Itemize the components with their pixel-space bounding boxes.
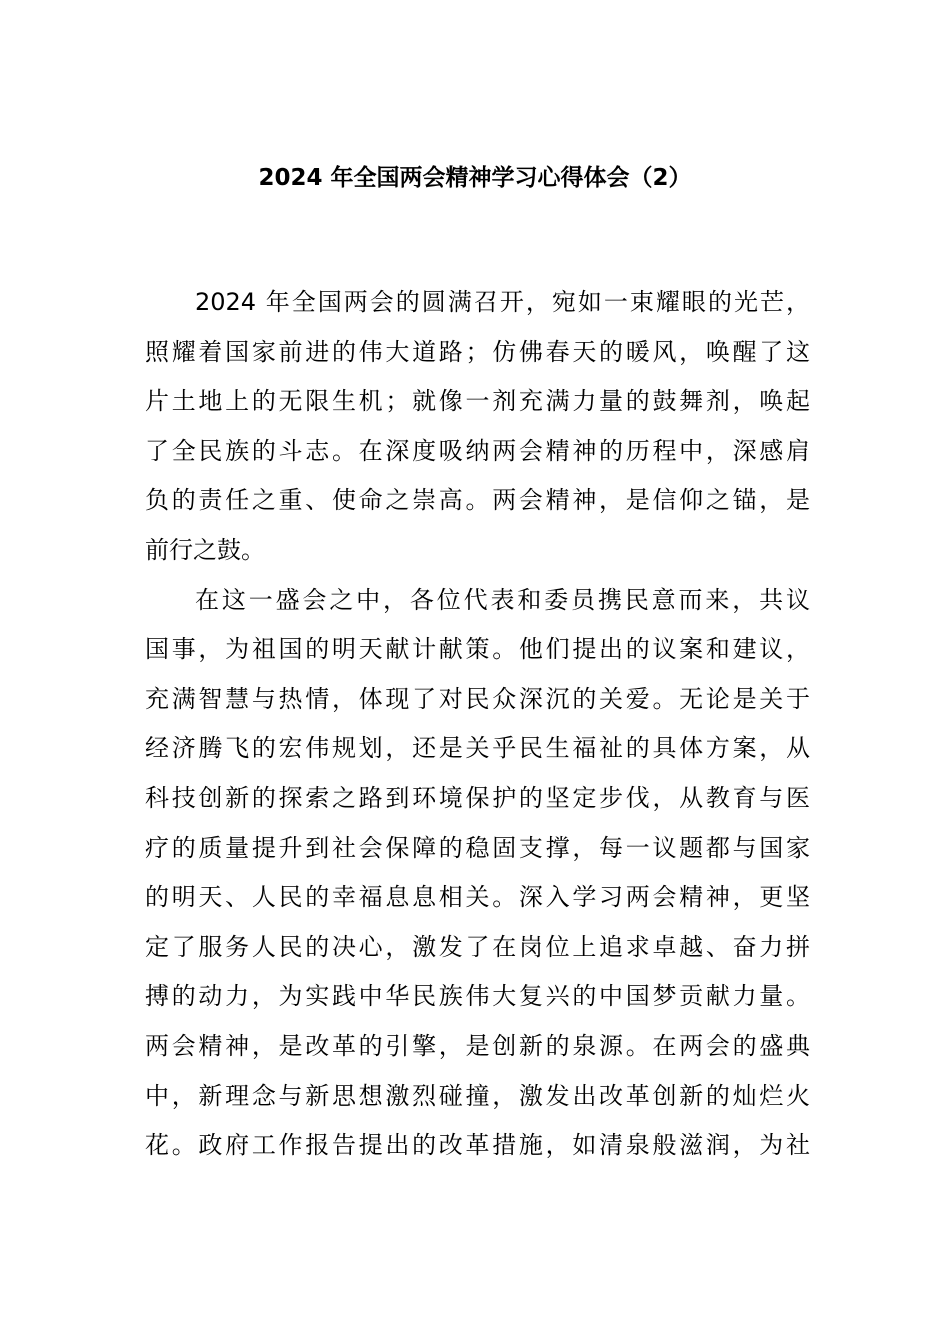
text-line: 经济腾飞的宏伟规划，还是关乎民生福祉的具体方案，从 (145, 734, 810, 763)
document-body (145, 278, 810, 1171)
text-line: 定了服务人民的决心，激发了在岗位上追求卓越、奋力拼 (145, 932, 810, 961)
text-line: 两会精神，是改革的引擎，是创新的泉源。在两会的盛典 (145, 1031, 810, 1060)
text-line: 照耀着国家前进的伟大道路；仿佛春天的暖风，唤醒了这 (145, 337, 810, 366)
text-line: 搏的动力，为实践中华民族伟大复兴的中国梦贡献力量。 (145, 982, 810, 1011)
document-title: 2024 年全国两会精神学习心得体会（2） (258, 165, 692, 191)
text-line: 2024 年全国两会的圆满召开，宛如一束耀眼的光芒， (195, 288, 810, 316)
text-line: 前行之鼓。 (145, 535, 265, 564)
text-line: 科技创新的探索之路到环境保护的坚定步伐，从教育与医 (145, 783, 810, 812)
text-line: 疗的质量提升到社会保障的稳固支撑，每一议题都与国家 (145, 833, 810, 862)
text-line: 充满智慧与热情，体现了对民众深沉的关爱。无论是关于 (145, 684, 810, 713)
text-line: 的明天、人民的幸福息息相关。深入学习两会精神，更坚 (145, 883, 810, 912)
text-line: 片土地上的无限生机；就像一剂充满力量的鼓舞剂，唤起 (145, 387, 810, 416)
text-line: 中，新理念与新思想激烈碰撞，激发出改革创新的灿烂火 (145, 1081, 810, 1110)
text-line: 了全民族的斗志。在深度吸纳两会精神的历程中，深感肩 (145, 436, 810, 465)
text-line: 国事，为祖国的明天献计献策。他们提出的议案和建议， (145, 635, 810, 664)
text-line: 花。政府工作报告提出的改革措施，如清泉般滋润，为社 (145, 1131, 810, 1160)
text-line: 在这一盛会之中，各位代表和委员携民意而来，共议 (195, 585, 810, 614)
text-line: 负的责任之重、使命之崇高。两会精神，是信仰之锚，是 (145, 486, 810, 515)
